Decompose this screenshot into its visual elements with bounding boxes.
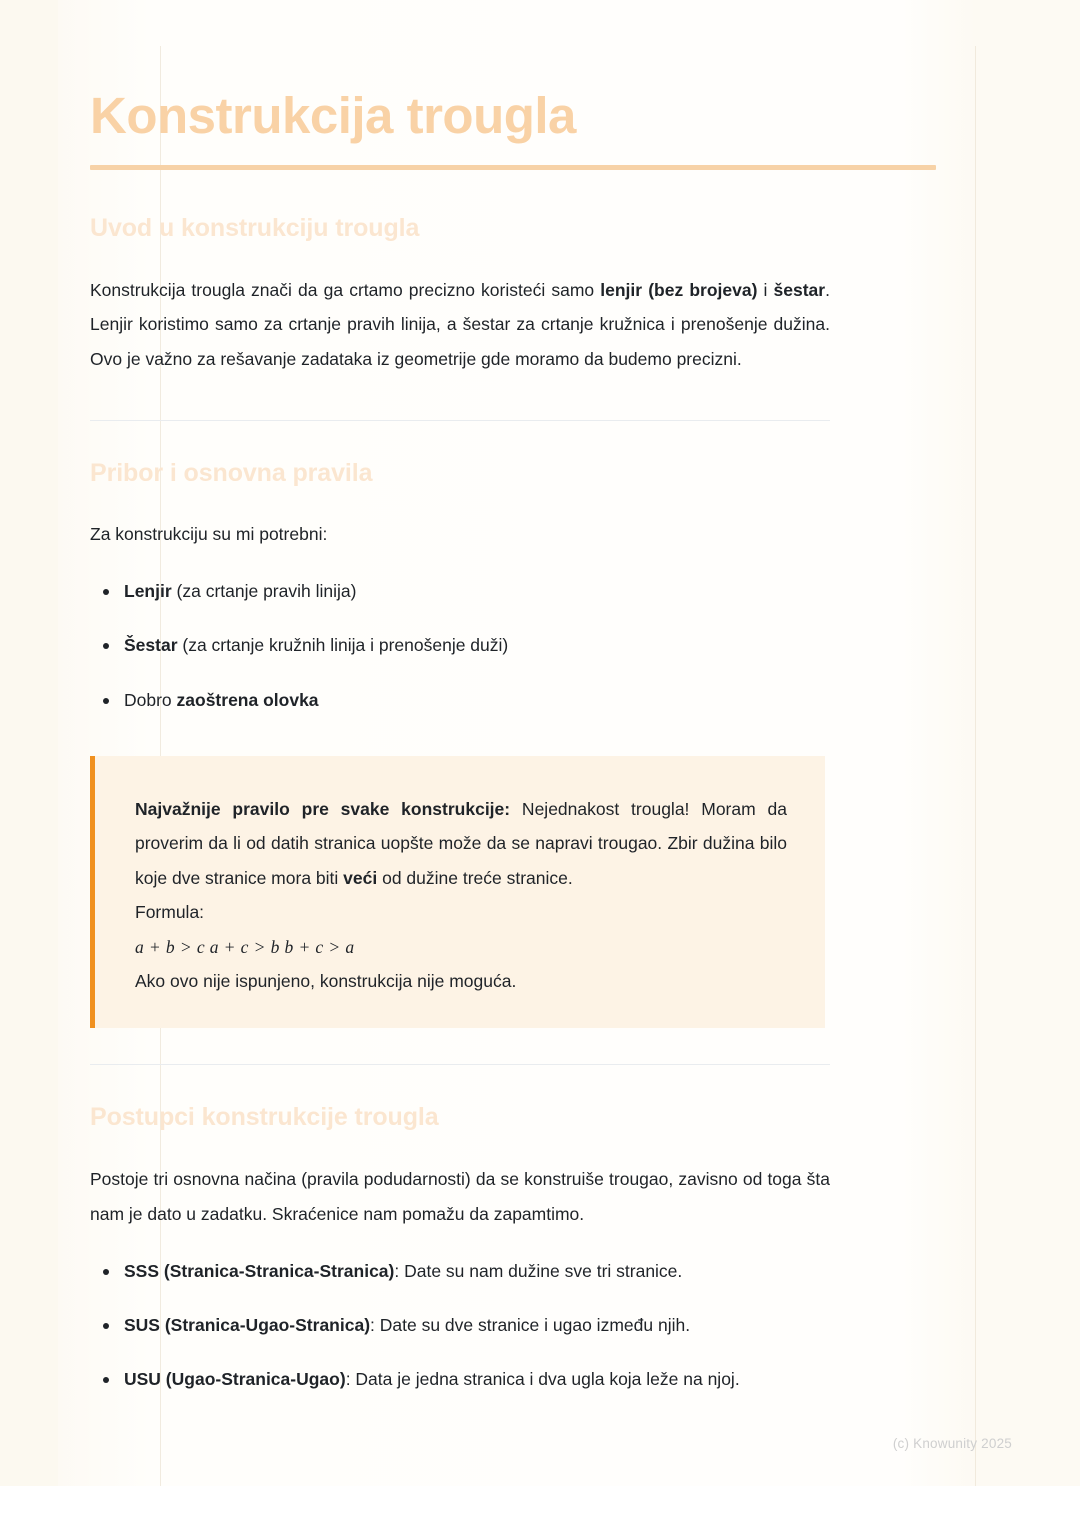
list-item-pre: Dobro (124, 689, 177, 710)
list-item-rest: : Data je jedna stranica i dva ugla koja leže na njoj. (345, 1369, 740, 1390)
list-item (124, 1366, 936, 1393)
callout-formula-label: Formula: (135, 902, 205, 923)
pribor-list (90, 578, 936, 713)
list-item-bold: Šestar (124, 635, 178, 656)
list-item-bold: SUS (Stranica-Ugao-Stranica) (124, 1315, 371, 1336)
callout-lead-tail: od dužine treće stranice. (377, 867, 573, 888)
list-item (124, 1258, 936, 1285)
list-item-rest: (za crtanje kružnih linija i prenošenje duži) (177, 635, 509, 656)
section-heading-pribor: Pribor i osnovna pravila (90, 458, 373, 487)
callout-box (90, 756, 825, 1029)
callout-closing: Ako ovo nije ispunjeno, konstrukcija nije moguća. (135, 970, 517, 991)
list-item-bold: SSS (Stranica-Stranica-Stranica) (124, 1261, 395, 1282)
callout-lead (135, 792, 787, 895)
list-item-bold: Lenjir (124, 581, 172, 602)
section-heading-intro: Uvod u konstrukciju trougla (90, 214, 420, 243)
intro-bold-1: lenjir (bez brojeva) (600, 280, 758, 301)
postupci-lead: Postoje tri osnovna načina (pravila podudarnosti) da se konstruiše trougao, zavisno od toga šta nam je dato u zadatku. Skraćenice nam pomažu da zapamtimo. (90, 1169, 830, 1224)
intro-text-1: Konstrukcija trougla znači da ga crtamo precizno koristeći samo (90, 280, 601, 301)
list-item (124, 632, 936, 659)
paper-band-right (978, 0, 1080, 1486)
page-title: Konstrukcija trougla (90, 87, 576, 144)
vertical-rule-right (975, 46, 976, 1486)
callout-formula: a + b > c a + c > b b + c > a (135, 936, 355, 957)
list-item-bold: zaoštrena olovka (176, 689, 319, 710)
postupci-list (90, 1258, 936, 1393)
list-item (124, 687, 936, 714)
intro-paragraph (90, 243, 830, 376)
pribor-lead: Za konstrukciju su mi potrebni: (90, 523, 328, 544)
list-item-bold: USU (Ugao-Stranica-Ugao) (124, 1369, 346, 1390)
intro-text-2: i (757, 280, 774, 301)
copyright-watermark: (c) Knowunity 2025 (892, 1436, 1012, 1451)
callout-lead-bold: Najvažnije pravilo pre svake konstrukcije: (135, 798, 511, 819)
paper-band-left (0, 0, 58, 1486)
section-heading-postupci: Postupci konstrukcije trougla (90, 1103, 439, 1132)
list-item-rest: : Date su dve stranice i ugao između njih. (370, 1315, 691, 1336)
list-item-rest: (za crtanje pravih linija) (171, 581, 357, 602)
list-item-rest: : Date su nam dužine sve tri stranice. (394, 1261, 683, 1282)
list-item (124, 578, 936, 605)
intro-bold-2: šestar (773, 280, 826, 301)
document-content (90, 0, 936, 1393)
intro-text-3: . Lenjir koristimo samo za crtanje pravih linija, a šestar za crtanje kružnica i prenošenje dužina. Ovo je važno za rešavanje zadataka iz geometrije gde moramo da budemo precizni. (90, 280, 830, 369)
callout-lead-rest: Nejednakost trougla! Moram da proverim da li od datih stranica uopšte može da se napravi trougao. Zbir dužina bilo koje dve stranice mora biti (135, 798, 787, 888)
list-item (124, 1312, 936, 1339)
callout-emphasis: veći (343, 867, 378, 888)
